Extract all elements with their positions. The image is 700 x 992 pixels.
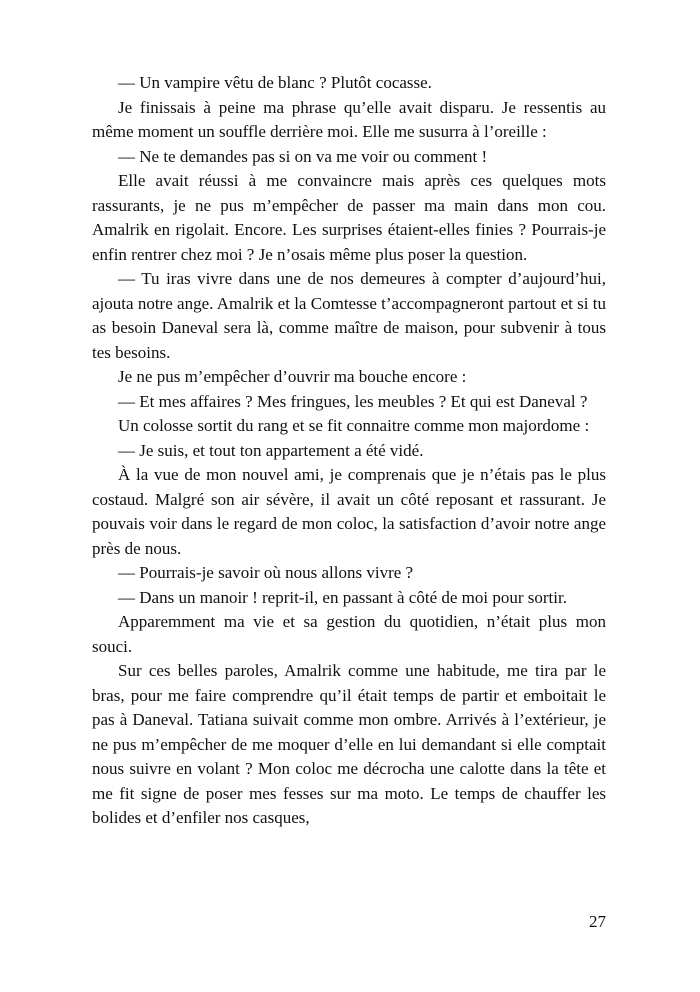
paragraph: — Je suis, et tout ton appartement a été vidé. (118, 440, 424, 460)
paragraph: Je finissais à peine ma phrase qu’elle avait disparu. Je ressentis au même moment un souffle derrière moi. Elle me susurra à l’oreille : (92, 97, 606, 141)
paragraph: — Tu iras vivre dans une de nos demeures à compter d’aujourd’hui, ajouta notre ange. Amalrik et la Comtesse t’accompagneront partout et si tu as besoin Daneval sera là, comme maître de maison, pour subvenir à tous tes besoins. (92, 269, 606, 362)
paragraph: — Un vampire vêtu de blanc ? Plutôt cocasse. (118, 73, 432, 92)
paragraph: À la vue de mon nouvel ami, je comprenais que je n’étais pas le plus costaud. Malgré son air sévère, il avait un côté reposant et rassurant. Je pouvais voir dans le regard de mon coloc, la satisfaction d’avoir notre ange près de nous. (92, 465, 606, 558)
paragraph: Un colosse sortit du rang et se fit connaitre comme mon majordome : (118, 416, 590, 435)
paragraph: Je ne pus m’empêcher d’ouvrir ma bouche encore : (118, 367, 467, 386)
paragraph: — Pourrais-je savoir où nous allons vivre ? (118, 563, 414, 582)
paragraph: — Et mes affaires ? Mes fringues, les meubles ? Et qui est Daneval ? (118, 391, 588, 411)
paragraph: — Dans un manoir ! reprit-il, en passant à côté de moi pour sortir. (118, 587, 567, 607)
page-number: 27 (589, 912, 606, 931)
paragraph: Sur ces belles paroles, Amalrik comme une habitude, me tira par le bras, pour me faire comprendre qu’il était temps de partir et emboitait le pas à Daneval. Tatiana suivait comme mon ombre. Arrivés à l’extérieur, je ne pus m’empêcher de me moquer d’elle en lui demandant si elle comptait nous suivre en volant ? Mon coloc me décrocha une calotte dans la tête et me fit signe de poser mes fesses sur ma moto. Le temps de chauffer les bolides et d’enfiler nos casques, (92, 661, 606, 827)
paragraph: Apparemment ma vie et sa gestion du quotidien, n’était plus mon souci. (92, 612, 606, 656)
page-body (92, 71, 606, 831)
paragraph: Elle avait réussi à me convaincre mais après ces quelques mots rassurants, je ne pus m’empêcher de passer ma main dans mon cou. Amalrik en rigolait. Encore. Les surprises étaient-elles finies ? Pourrais-je enfin rentrer chez moi ? Je n’osais même plus poser la question. (92, 171, 606, 264)
paragraph: — Ne te demandes pas si on va me voir ou comment ! (118, 146, 488, 166)
